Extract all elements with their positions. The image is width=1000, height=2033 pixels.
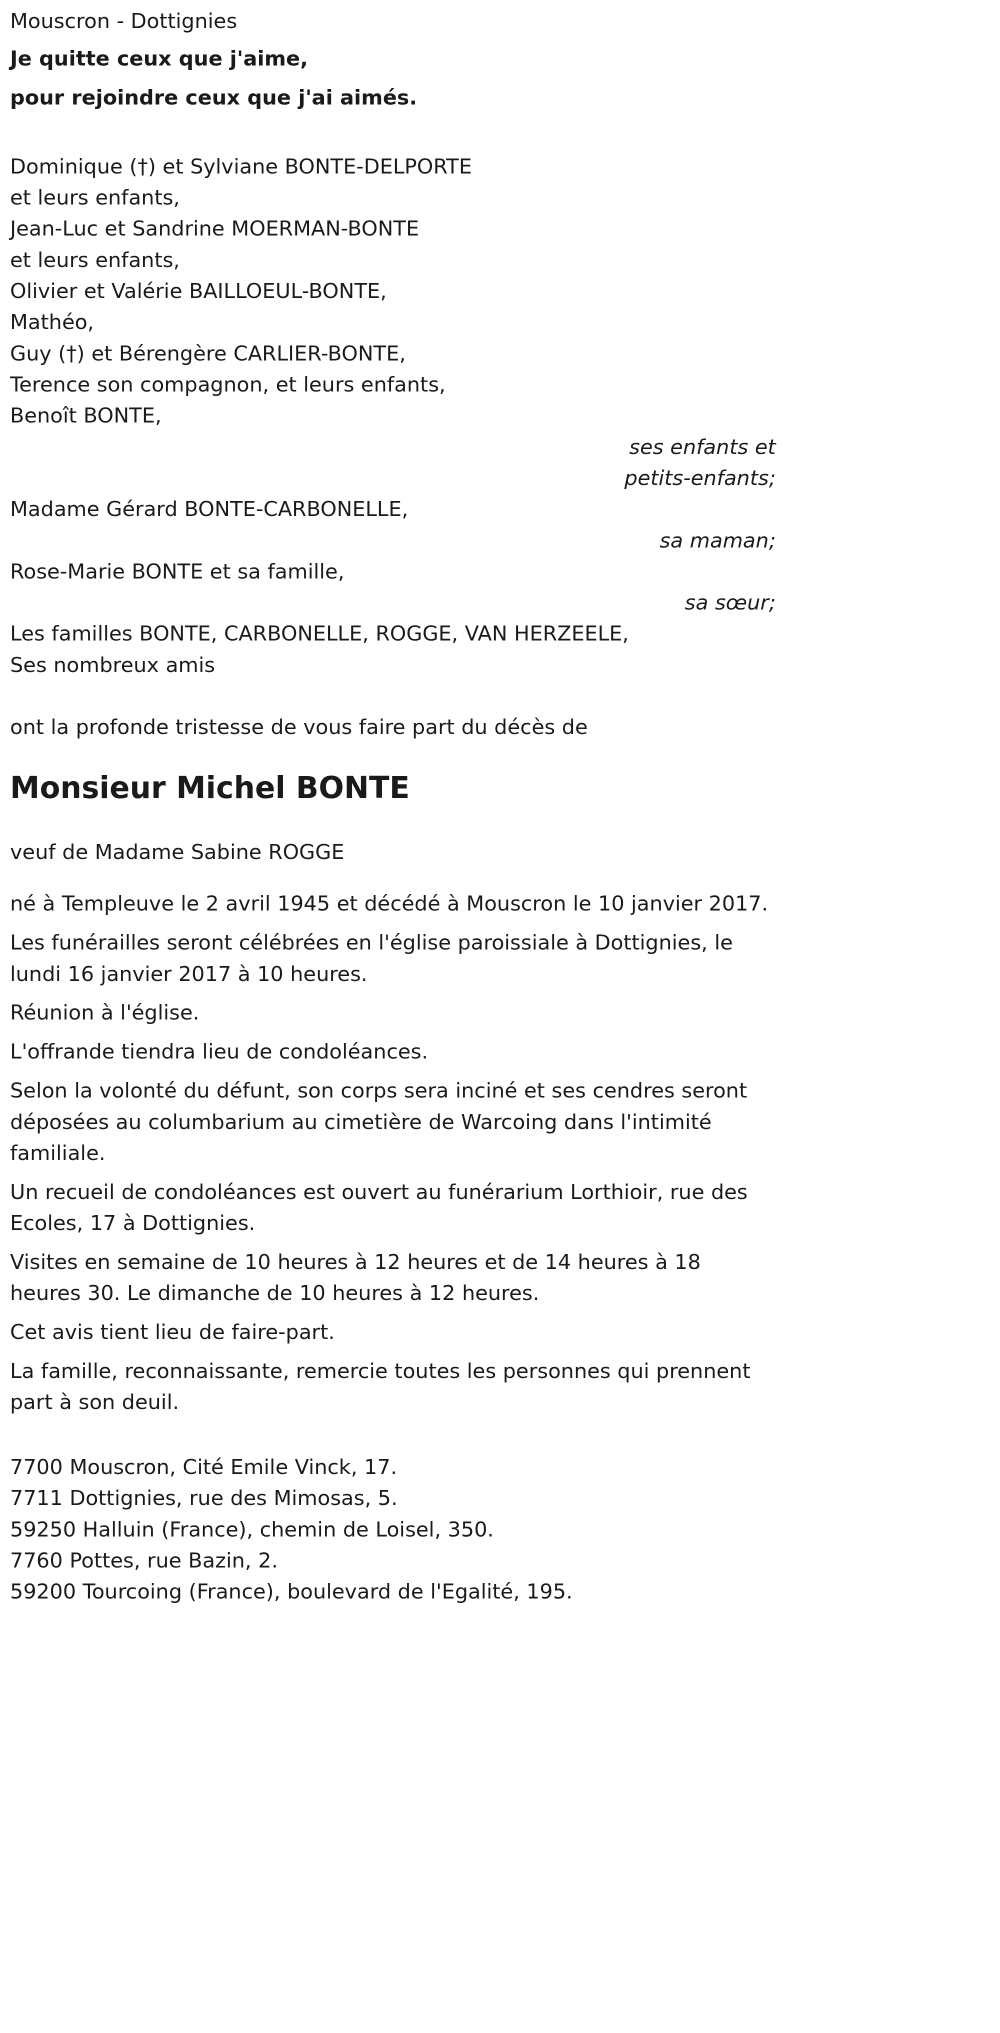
quote-line-2: pour rejoindre ceux que j'ai aimés.: [10, 85, 418, 110]
detail-paragraph: Réunion à l'église.: [10, 1000, 200, 1025]
children-relation-line-2: petits-enfants;: [624, 465, 776, 491]
children-list: [10, 151, 776, 431]
detail-paragraph: Cet avis tient lieu de faire-part.: [10, 1319, 335, 1345]
spacer: [10, 811, 776, 837]
family-line: Jean-Luc et Sandrine MOERMAN-BONTE: [10, 216, 420, 241]
family-line: Mathéo,: [10, 309, 95, 335]
family-line: Olivier et Valérie BAILLOEUL-BONTE,: [10, 278, 387, 304]
quote-line-1: Je quitte ceux que j'aime,: [10, 46, 308, 71]
obituary-content: [10, 6, 776, 1608]
detail-paragraph: Les funérailles seront célébrées en l'église paroissiale à Dottignies, le lundi 16 janvier 2017 à 10 heures.: [10, 930, 733, 986]
children-relation-line-1: ses enfants et: [629, 434, 776, 460]
detail-paragraph: né à Templeuve le 2 avril 1945 et décédé à Mouscron le 10 janvier 2017.: [10, 891, 769, 916]
mother-relation: sa maman;: [659, 527, 776, 553]
family-line: et leurs enfants,: [10, 247, 180, 273]
obituary-document: [10, 6, 1000, 1608]
address-line: 7711 Dottignies, rue des Mimosas, 5.: [10, 1485, 398, 1511]
address-line: 59200 Tourcoing (France), boulevard de l'Egalité, 195.: [10, 1579, 573, 1604]
detail-paragraph: Un recueil de condoléances est ouvert au funérarium Lorthioir, rue des Ecoles, 17 à Dottignies.: [10, 1179, 748, 1236]
friends-line: Ses nombreux amis: [10, 652, 216, 678]
spacer: [10, 681, 776, 712]
sister-name: Rose-Marie BONTE et sa famille,: [10, 558, 345, 584]
announcement: ont la profonde tristesse de vous faire part du décès de: [10, 714, 588, 740]
address-line: 59250 Halluin (France), chemin de Loisel, 350.: [10, 1516, 494, 1542]
families-line: Les familles BONTE, CARBONELLE, ROGGE, VAN HERZEELE,: [10, 621, 629, 646]
family-line: Dominique (†) et Sylviane BONTE-DELPORTE: [10, 153, 472, 179]
detail-paragraph: La famille, reconnaissante, remercie toutes les personnes qui prennent part à son deuil.: [10, 1358, 751, 1415]
deceased-name: Monsieur Michel BONTE: [10, 771, 410, 806]
family-line: Benoît BONTE,: [10, 403, 162, 428]
address-line: 7700 Mouscron, Cité Emile Vinck, 17.: [10, 1454, 398, 1480]
detail-paragraph: Selon la volonté du défunt, son corps sera inciné et ses cendres seront déposées au columbarium au cimetière de Warcoing dans l'intimité familiale.: [10, 1078, 748, 1166]
detail-paragraph: Visites en semaine de 10 heures à 12 heures et de 14 heures à 18 heures 30. Le dimanche de 10 heures à 12 heures.: [10, 1249, 701, 1306]
mother-name: Madame Gérard BONTE-CARBONELLE,: [10, 496, 409, 522]
family-line: et leurs enfants,: [10, 185, 180, 210]
spacer: [10, 1426, 776, 1452]
location: Mouscron - Dottignies: [10, 8, 238, 34]
spouse-line: veuf de Madame Sabine ROGGE: [10, 839, 345, 864]
family-line: Guy (†) et Bérengère CARLIER-BONTE,: [10, 340, 406, 366]
sister-relation: sa sœur;: [684, 590, 776, 615]
detail-paragraph: L'offrande tiendra lieu de condoléances.: [10, 1039, 429, 1064]
spacer: [10, 118, 776, 152]
address-line: 7760 Pottes, rue Bazin, 2.: [10, 1548, 278, 1573]
address-list: [10, 1452, 776, 1608]
family-line: Terence son compagnon, et leurs enfants,: [10, 372, 446, 397]
details-section: [10, 889, 776, 1419]
